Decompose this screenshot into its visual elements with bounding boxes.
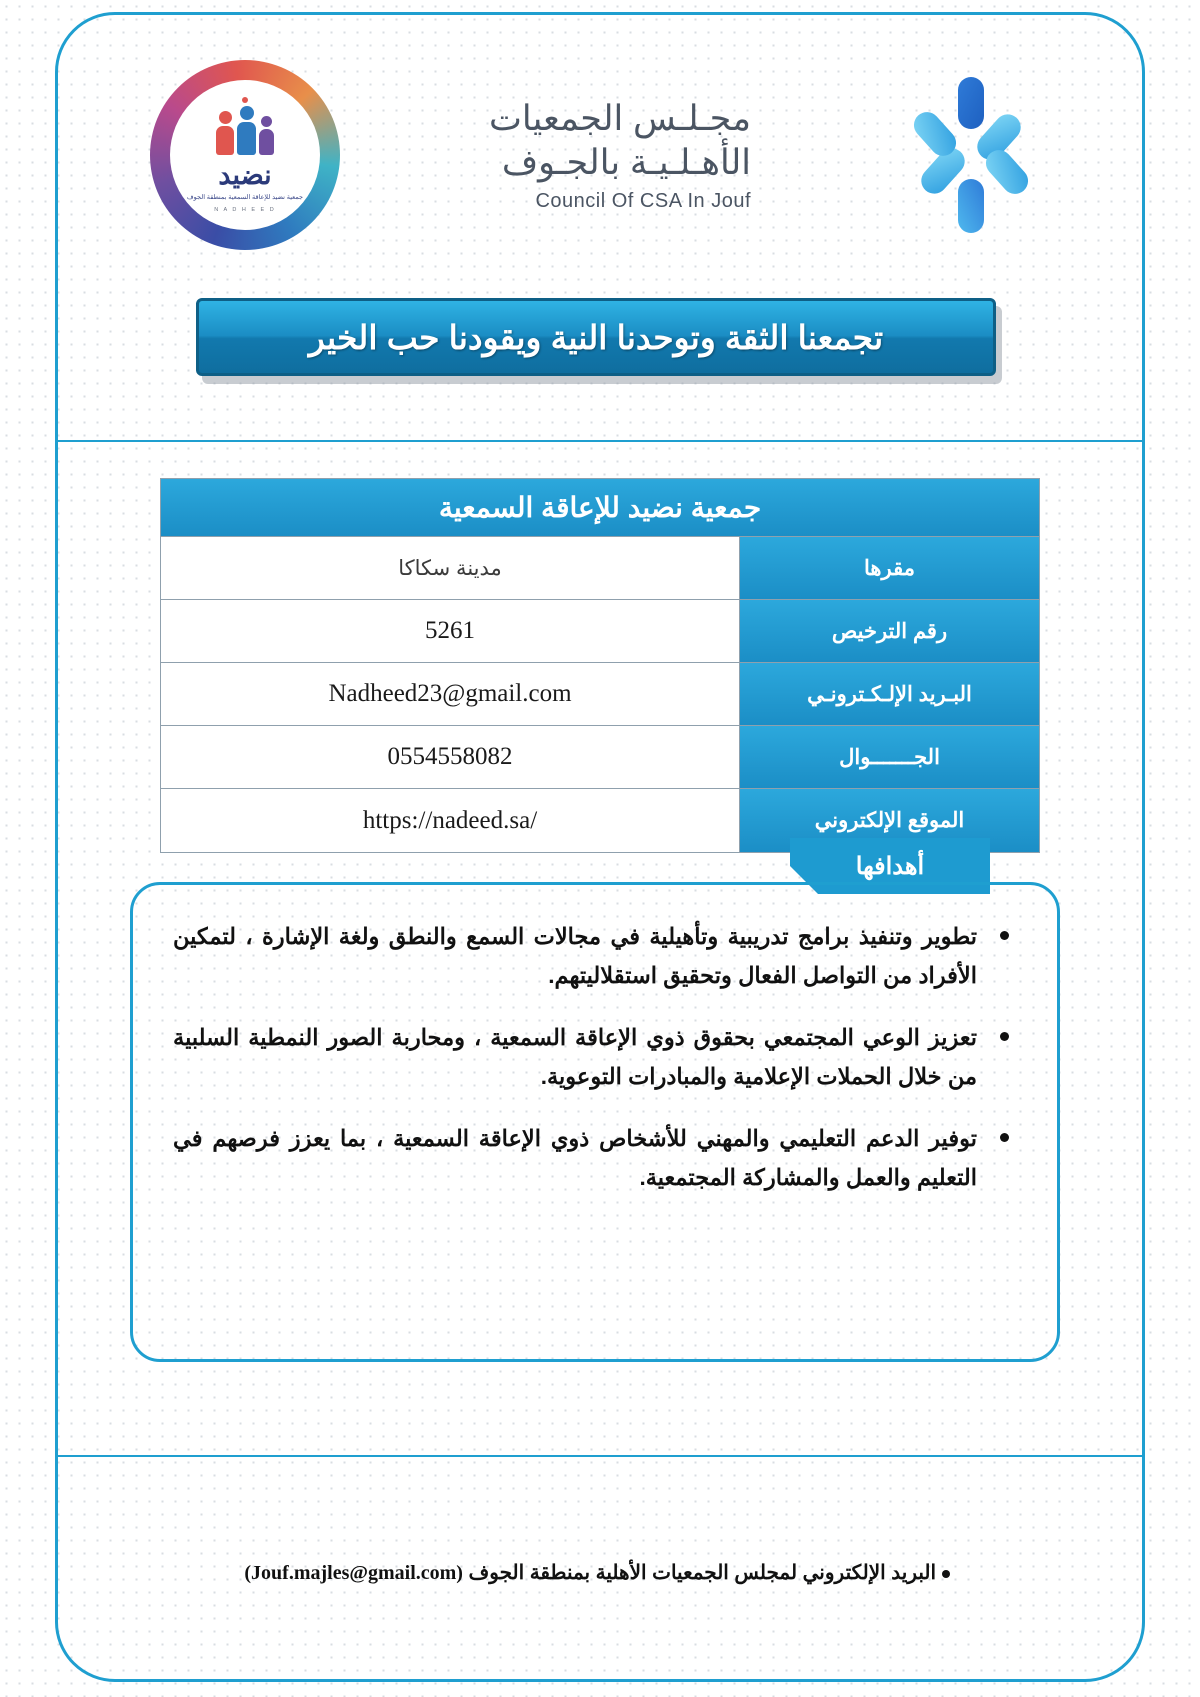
person-icon [237,106,256,155]
red-dot-icon [242,97,248,103]
goals-box [130,882,1060,1362]
divider-top [55,440,1145,442]
goals-tab-label: أهدافها [855,852,925,880]
table-label-license: رقم الترخيص [739,600,1039,662]
header [150,40,1050,270]
divider-bottom [55,1455,1145,1457]
footer-email[interactable]: (Jouf.majles@gmail.com) [244,1562,463,1584]
council-title-line1: مجـلـس الجمعيات [488,98,752,138]
council-title-english: Council Of CSA In Jouf [535,190,752,213]
table-title-row [161,479,1039,537]
goals-list [173,917,1017,1197]
table-label-email: البـريد الإلـكـترونـي [739,663,1039,725]
table-label-location: مقرها [739,537,1039,599]
nadheed-latin-name: N A D H E E D [214,206,276,213]
nadheed-wordmark: نضيد [218,160,272,191]
table-title: جمعية نضيد للإعاقة السمعية [438,492,762,523]
list-item: تطوير وتنفيذ برامج تدريبية وتأهيلية في مجالات السمع والنطق ولغة الإشارة ، لتمكين الأفراد من التواصل الفعال وتحقيق استقلاليتهم. [173,917,1017,996]
table-value-location: مدينة سكاكا [398,556,502,580]
table-value-mobile: 0554558082 [387,743,513,770]
table-value-license: 5261 [425,617,475,644]
table-row [161,663,1039,726]
table-label-website: الموقع الإلكتروني [739,789,1039,852]
slogan-plate [196,298,996,376]
nadheed-logo-inner [170,80,320,230]
table-row [161,537,1039,600]
council-title-line2: الأهـلـيـة بالجـوف [501,142,752,182]
council-wordmark [489,97,751,214]
list-item: تعزيز الوعي المجتمعي بحقوق ذوي الإعاقة السمعية ، ومحاربة الصور النمطية السلبية من خلال الحملات الإعلامية والمبادرات التوعوية. [173,1018,1017,1097]
person-icon [216,111,234,155]
table-value-website[interactable]: /https://nadeed.sa [362,806,538,834]
council-spark-icon [900,75,1050,235]
nadheed-logo [150,60,340,250]
table-row [161,726,1039,789]
table-row [161,600,1039,663]
table-value-email[interactable]: Nadheed23@gmail.com [328,680,572,707]
table-label-mobile: الجـــــــوال [739,726,1039,788]
slogan-banner [196,298,996,380]
footer-label: البريد الإلكتروني لمجلس الجمعيات الأهلية بمنطقة الجوف [468,1562,937,1584]
bullet-icon [942,1570,950,1578]
footer [160,1560,1040,1585]
nadheed-subtitle: جمعية نضيد للإعاقة السمعية بمنطقة الجوف [186,194,304,202]
organization-info-table [160,478,1040,853]
people-group-icon [216,107,274,155]
slogan-text: تجمعنا الثقة وتوحدنا النية ويقودنا حب الخير [308,318,884,356]
person-icon [259,116,274,155]
list-item: توفير الدعم التعليمي والمهني للأشخاص ذوي الإعاقة السمعية ، بما يعزز فرصهم في التعليم والعمل والمشاركة المجتمعية. [173,1119,1017,1198]
